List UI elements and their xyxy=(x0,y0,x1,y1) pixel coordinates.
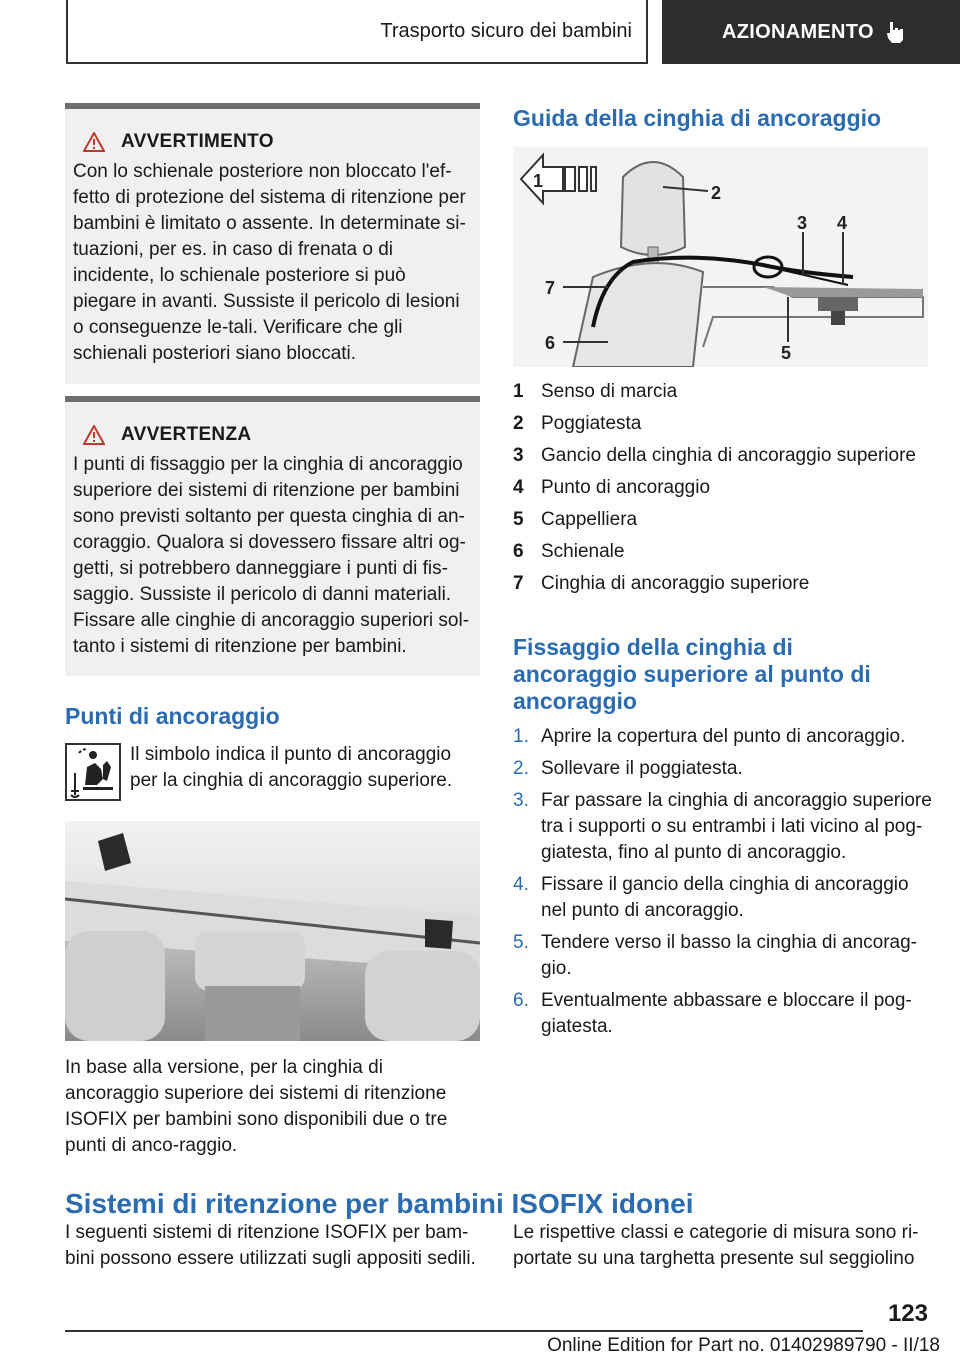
isofix-right-text: Le rispettive classi e categorie di misura sono ri-portate su una targhetta presente sul seggiolino xyxy=(513,1222,919,1269)
anchor-points-heading: Punti di ancoraggio xyxy=(65,703,280,729)
header-chapter-tab xyxy=(662,0,960,64)
footer-edition: Online Edition for Part no. 01402989790 - II/18 xyxy=(547,1335,940,1356)
warning-box-avvertenza xyxy=(65,396,480,676)
pointing-hand-icon xyxy=(884,20,906,44)
step-item: 1. Aprire la copertura del punto di ancoraggio. xyxy=(513,726,906,747)
footer-divider xyxy=(65,1330,863,1332)
legend-item: 7 Cinghia di ancoraggio superiore xyxy=(513,573,810,594)
diagram-label-1: 1 xyxy=(533,171,544,191)
warning-triangle-icon xyxy=(83,425,105,445)
warning-text: I punti di fissaggio per la cinghia di ancoraggio superiore dei sistemi di ritenzione per bambini sono previsti soltanto per questa cinghia di an-coraggio. Qualora si dovessero fissare altri og-getti, si potrebbero danneggiare i punti di fis-saggio. Sussiste il pericolo di danni materiali. Fissare alle cinghie di ancoraggio superiori sol-tanto i sistemi di ritenzione per bambini. xyxy=(73,454,470,657)
legend-item: 3 Gancio della cinghia di ancoraggio superiore xyxy=(513,445,916,466)
legend-item: 4 Punto di ancoraggio xyxy=(513,477,711,498)
fixing-steps xyxy=(513,724,933,1046)
diagram-label-6: 6 xyxy=(545,333,556,353)
diagram-label-4: 4 xyxy=(837,213,848,233)
warning-text: Con lo schienale posteriore non bloccato l'ef-fetto di protezione del sistema di ritenzione per bambini è limitato o assente. In determinate si-tuazioni, per es. in caso di frenata o di incidente, lo schienale posteriore si può piegare in avanti. Sussiste il pericolo di lesioni o conseguenze le-tali. Verificare che gli schienali posteriori siano bloccati. xyxy=(73,161,466,364)
isofix-left-text: I seguenti sistemi di ritenzione ISOFIX per bam-bini possono essere utilizzati sugli appositi sedili. xyxy=(65,1222,476,1269)
legend-item: 6 Schienale xyxy=(513,541,625,562)
warning-title: AVVERTIMENTO xyxy=(73,131,472,153)
step-item: 5. Tendere verso il basso la cinghia di ancorag-gio. xyxy=(513,932,917,979)
isofix-heading: Sistemi di ritenzione per bambini ISOFIX idonei xyxy=(65,1188,694,1219)
legend-item: 2 Poggiatesta xyxy=(513,413,642,434)
fixing-heading: Fissaggio della cinghia di ancoraggio superiore al punto di ancoraggio xyxy=(513,634,871,714)
diagram-label-7: 7 xyxy=(545,278,556,298)
warning-triangle-icon xyxy=(83,132,105,152)
step-item: 4. Fissare il gancio della cinghia di ancoraggio nel punto di ancoraggio. xyxy=(513,874,909,921)
page-number: 123 xyxy=(887,1300,928,1327)
step-item: 6. Eventualmente abbassare e bloccare il pog-giatesta. xyxy=(513,990,912,1037)
legend-item: 1 Senso di marcia xyxy=(513,381,678,402)
step-item: 2. Sollevare il poggiatesta. xyxy=(513,758,743,779)
strap-guide-heading: Guida della cinghia di ancoraggio xyxy=(513,105,882,131)
strap-guide-diagram xyxy=(513,147,928,367)
step-item: 3. Far passare la cinghia di ancoraggio superiore tra i supporti o su entrambi i lati vicino al pog-giatesta, fino al punto di ancoraggio. xyxy=(513,790,932,863)
anchor-points-body: In base alla versione, per la cinghia di ancoraggio superiore dei sistemi di ritenzione ISOFIX per bambini sono disponibili due o tre punti di anco-raggio. xyxy=(65,1057,448,1156)
diagram-label-2: 2 xyxy=(711,183,722,203)
diagram-label-3: 3 xyxy=(797,213,808,233)
chapter-title: AZIONAMENTO xyxy=(722,20,874,43)
legend-item: 5 Cappelliera xyxy=(513,509,638,530)
warning-title: AVVERTENZA xyxy=(73,424,472,446)
header-section-title xyxy=(66,0,648,64)
anchor-symbol-icon xyxy=(65,743,121,801)
anchor-symbol-description: Il simbolo indica il punto di ancoraggio per la cinghia di ancoraggio superiore. xyxy=(130,744,453,791)
strap-guide-legend xyxy=(513,376,933,600)
warning-box-avvertimento xyxy=(65,103,480,384)
anchor-points-photo xyxy=(65,821,480,1041)
section-title: Trasporto sicuro dei bambini xyxy=(380,19,632,42)
diagram-label-5: 5 xyxy=(781,343,792,363)
